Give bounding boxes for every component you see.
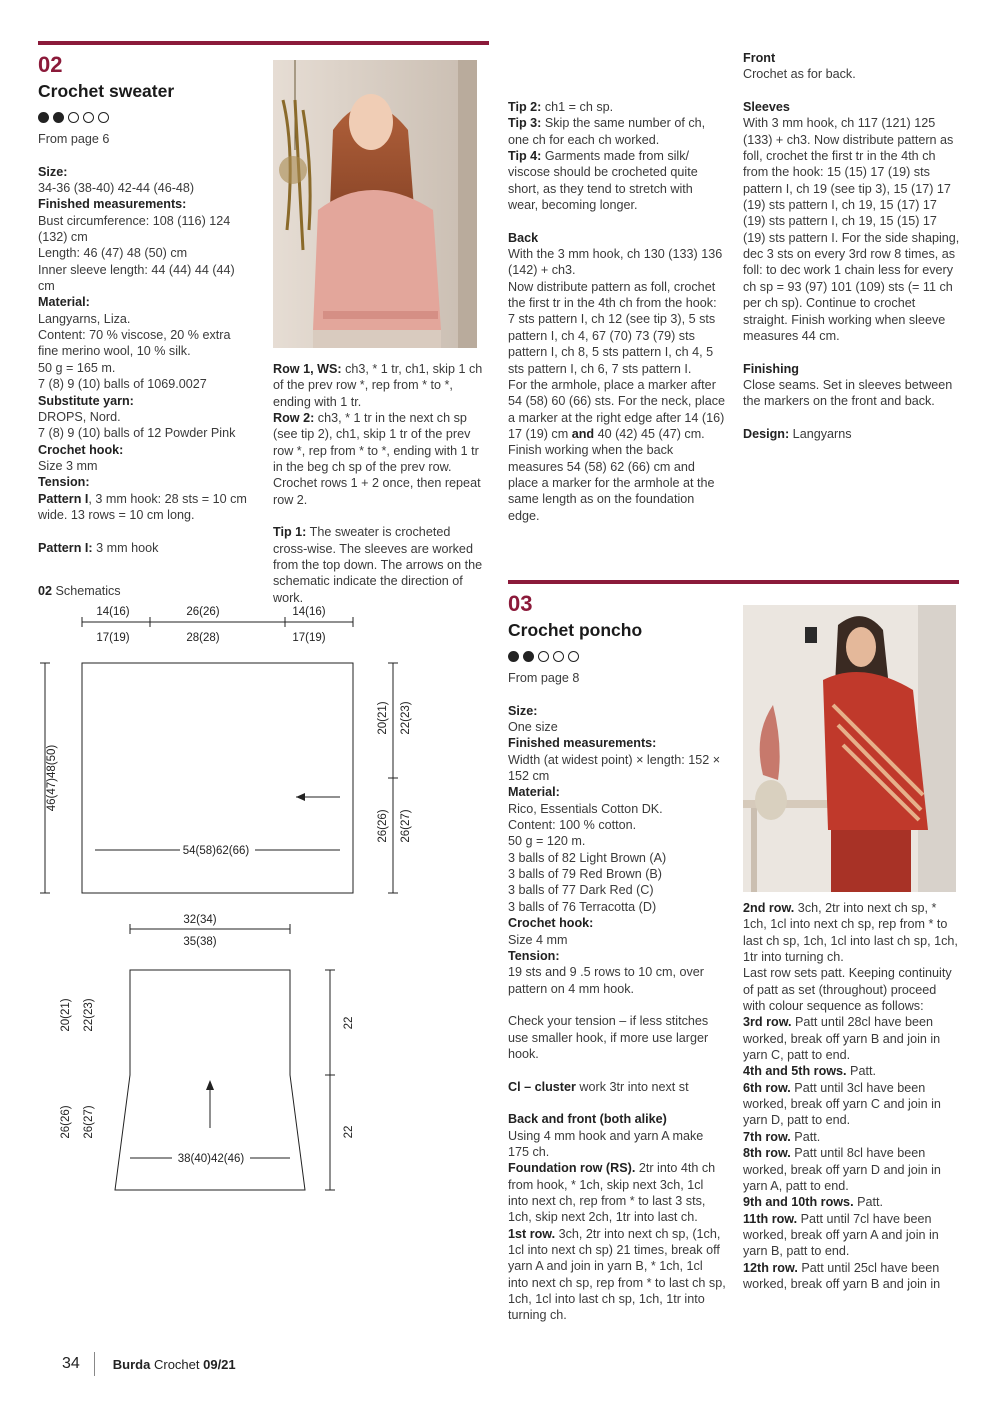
foundation-label: Foundation row (RS). [508, 1161, 636, 1176]
dim-sleeve-width: 38(40)42(46) [177, 1153, 245, 1165]
row-12 [743, 1260, 961, 1293]
tension-label: Tension: [508, 948, 560, 963]
tip3-text: Skip the same number of ch, one ch for each ch worked. [508, 116, 706, 147]
back-finish: 40 (42) 45 (47) cm. Finish working when the back measures 54 (58) 62 (66) cm and place a marker for the armhole at the same length as on the foundation edge. [508, 426, 715, 523]
dim-sleeve-right-top: 22 [343, 1016, 355, 1030]
hook-value: Size 3 mm [38, 458, 98, 473]
row-1 [508, 1226, 726, 1324]
row-11 [743, 1211, 961, 1260]
material-text: Content: 70 % viscose, 20 % extra fine merino wool, 10 % silk. [38, 328, 231, 359]
row-8-label: 8th row. [743, 1146, 791, 1161]
material-text: 3 balls of 82 Light Brown (A) [508, 850, 667, 865]
dim-right-a-bot: 26(26) [377, 809, 389, 843]
row-1-text: 3ch, 2tr into next ch sp, (1ch, 1cl into next ch sp) 21 times, break off yarn A and join in yarn B, * 1ch, 1cl into next ch sp, rep from * to last ch sp, 1ch, 1cl into last ch sp, 1ch, 1tr into turning ch. [508, 1226, 726, 1323]
finished-label: Finished measurements: [508, 736, 657, 751]
row-7 [743, 1129, 961, 1145]
hook-label: Crochet hook: [38, 442, 124, 457]
row-12-label: 12th row. [743, 1260, 798, 1275]
schematics-number: 02 [38, 584, 53, 598]
pattern-i-text: 3 mm hook [92, 540, 159, 555]
column-3-poncho [508, 591, 726, 1324]
body-outline [82, 663, 353, 893]
schematics-diagram [0, 0, 500, 1230]
tension-bold: Pattern I [38, 491, 89, 506]
brand-mid: Crochet [150, 1356, 204, 1372]
tip3-paragraph [508, 115, 726, 148]
finished-text: Bust circumference: 108 (116) 124 (132) cm [38, 213, 231, 245]
column-3-content [508, 50, 726, 524]
section-rule-03 [508, 580, 959, 584]
dim-right-b-bot: 26(27) [400, 809, 412, 843]
design-credit [743, 426, 961, 442]
design-label: Design: [743, 426, 790, 441]
cluster-label: Cl – cluster [508, 1079, 576, 1094]
finished-text: Width (at widest point) × length: 152 × 152 cm [508, 752, 721, 784]
finishing-heading: Finishing [743, 361, 799, 376]
pattern-number: 03 [508, 591, 533, 616]
substitute-label: Substitute yarn: [38, 393, 134, 408]
foundation-text: 2tr into 4th ch from hook, * 1ch, skip next 3ch, 1cl into next ch, rep from * to last 3 sts, 1ch, skip next 2ch, 1tr into last ch. [508, 1161, 716, 1225]
tension-label: Tension: [38, 475, 90, 490]
tip2-label: Tip 2: [508, 100, 542, 114]
dim-top-left: 14(16) [96, 606, 130, 618]
sleeves-heading: Sleeves [743, 100, 790, 115]
tension-text: 19 sts and 9 .5 rows to 10 cm, over pattern on 4 mm hook. [508, 965, 704, 996]
schematics-text: Schematics [52, 584, 121, 598]
back-text: Now distribute pattern as foll, crochet the first tr in the 4th ch from the hook: 7 sts pattern I, ch 12 (see tip 3), 5 sts pattern I, ch 4, 67 (70) 73 (79) sts pattern I, ch 8, 5 sts pattern I, ch 4, 5 sts pattern I, ch 6, 7 sts pattern I. [508, 279, 717, 376]
row-8-text: Patt until 8cl have been worked, break off yarn D and join in yarn A, patt to end. [743, 1146, 941, 1193]
dim-sleeve-right-bot: 22 [343, 1125, 355, 1139]
back-front-text: Using 4 mm hook and yarn A make 175 ch. [508, 1128, 704, 1159]
dim-sleeve-left-a-bot: 26(26) [60, 1105, 72, 1139]
from-page: From page 6 [38, 132, 110, 146]
dim-top-mid: 26(26) [186, 606, 220, 618]
tip1-label: Tip 1: [273, 525, 307, 540]
hook-value: Size 4 mm [508, 932, 568, 947]
finishing-text: Close seams. Set in sleeves between the markers on the front and back. [743, 377, 953, 409]
sleeves-text: With 3 mm hook, ch 117 (121) 125 (133) + ch3. Now distribute pattern as foll, crochet the first tr in the 4th ch from the hook: 15 (15) 17 (19) sts pattern I, ch 19 (see tip 3), 15 (17) 17 (19) sts pattern I, ch 19, 15 (17) 17 (19) sts pattern I, ch 19, 15 (15) 17 (19) sts pattern I. For the side shaping, dec 3 sts on every 3rd row 8 times, as foll: to dec work 1 chain less for every ch sp = 93 (97) 101 (109) sts (= 11 ch per ch sp). Continue to crochet straight. Finish working when sleeve measures 44 cm. [743, 116, 960, 343]
dim-top-right: 14(16) [292, 606, 326, 618]
dim-body-height: 46(47)48(50) [46, 744, 58, 812]
material-label: Material: [508, 785, 560, 800]
row-6 [743, 1080, 961, 1129]
pattern-i-label: Pattern I: [38, 540, 93, 555]
row-4-5-label: 4th and 5th rows. [743, 1064, 847, 1079]
tip4-text: Garments made from silk/ viscose should be crocheted quite short, as they tend to stretch with wear, becoming longer. [508, 149, 698, 213]
material-text: Rico, Essentials Cotton DK. [508, 801, 663, 816]
page-number: 34 [62, 1355, 80, 1372]
last-row-note: Last row sets patt. Keeping continuity of patt as set (throughout) proceed with colour sequence as follows: [743, 966, 952, 1014]
dim-top2-right: 17(19) [292, 632, 326, 644]
material-text: Langyarns, Liza. [38, 311, 131, 326]
material-text: 7 (8) 9 (10) balls of 1069.0027 [38, 377, 207, 392]
row2-label: Row 2: [273, 411, 315, 426]
row-6-label: 6th row. [743, 1080, 791, 1095]
material-text: 3 balls of 79 Red Brown (B) [508, 867, 662, 882]
tension-check: Check your tension – if less stitches use smaller hook, if more use larger hook. [508, 1014, 709, 1061]
difficulty-rating [508, 651, 726, 662]
difficulty-dot-empty [538, 651, 549, 662]
row1-label: Row 1, WS: [273, 362, 342, 376]
row-7-text: Patt. [790, 1129, 821, 1144]
back-text [508, 377, 726, 524]
row-1-label: 1st row. [508, 1226, 556, 1241]
difficulty-dot-empty [568, 651, 579, 662]
material-text: 3 balls of 77 Dark Red (C) [508, 883, 654, 898]
material-label: Material: [38, 295, 90, 310]
poncho-photo-image [743, 605, 956, 892]
dim-sleeve-top1: 32(34) [183, 914, 217, 926]
dim-sleeve-left-b-bot: 26(27) [83, 1105, 95, 1139]
dim-right-a-top: 20(21) [377, 701, 389, 735]
tip3-label: Tip 3: [508, 116, 542, 131]
substitute-text: 7 (8) 9 (10) balls of 12 Powder Pink [38, 426, 236, 441]
back-text: With the 3 mm hook, ch 130 (133) 136 (142) + ch3. [508, 247, 723, 278]
size-label: Size: [38, 164, 68, 179]
back-armhole: For the armhole, place a marker after 54 (58) 60 (66) sts. For the neck, place a marker at the right edge after 14 (16) 17 (19) cm [508, 377, 725, 441]
brand-bold: Burda [112, 1356, 151, 1372]
row-4-5 [743, 1063, 961, 1079]
row-3 [743, 1014, 961, 1063]
substitute-text: DROPS, Nord. [38, 409, 121, 424]
issue-number: 09/21 [203, 1356, 236, 1372]
row-3-text: Patt until 28cl have been worked, break off yarn B and join in yarn C, patt to end. [743, 1015, 941, 1063]
tip2-paragraph [508, 99, 726, 115]
dim-right-b-top: 22(23) [400, 701, 412, 735]
difficulty-dot-filled [523, 651, 534, 662]
finished-label: Finished measurements: [38, 197, 187, 212]
difficulty-dot-filled [508, 651, 519, 662]
row-9-10-label: 9th and 10th rows. [743, 1195, 854, 1210]
from-page: From page 8 [508, 671, 580, 685]
tip1-text: The sweater is crocheted cross-wise. The sleeves are worked from the top down. The arrows on the schematic indicate the direction of work. [273, 525, 483, 605]
magazine-name [113, 1357, 236, 1372]
size-label: Size: [508, 703, 538, 718]
material-text: 50 g = 165 m. [38, 360, 116, 375]
poncho-photo [743, 605, 956, 892]
difficulty-dot-empty [553, 651, 564, 662]
cluster-definition [508, 1079, 726, 1095]
row-2-text: 3ch, 2tr into next ch sp, * 1ch, 1cl into next ch sp, rep from * to last ch sp, 1ch, 1cl into last ch sp, 1ch, 1tr into turning ch. [743, 901, 958, 965]
dim-top2-left: 17(19) [96, 632, 130, 644]
tip4-label: Tip 4: [508, 149, 542, 164]
footer-divider [94, 1352, 95, 1376]
dim-sleeve-top2: 35(38) [183, 936, 217, 948]
pattern-number: 02 [38, 52, 63, 77]
cluster-text: work 3tr into next st [575, 1079, 689, 1094]
size-value: 34-36 (38-40) 42-44 (46-48) [38, 181, 195, 196]
column-4-poncho [743, 900, 961, 1292]
row-9-10-text: Patt. [853, 1195, 883, 1210]
page-footer [62, 1352, 236, 1376]
row-8 [743, 1145, 961, 1194]
material-text: Content: 100 % cotton. [508, 818, 637, 833]
row-9-10 [743, 1194, 961, 1210]
back-and: and [571, 426, 595, 441]
row-6-text: Patt until 3cl have been worked, break off yarn C and join in yarn D, patt to end. [743, 1080, 941, 1128]
pattern-title: Crochet poncho [508, 620, 643, 640]
tension-rest: , 3 mm hook: 28 sts = 10 cm wide. 13 rows = 10 cm long. [38, 491, 247, 522]
row-11-label: 11th row. [743, 1211, 798, 1226]
dim-sleeve-left-a-top: 20(21) [60, 998, 72, 1032]
size-value: One size [508, 720, 558, 735]
row-11-text: Patt until 7cl have been worked, break off yarn A and join in yarn B, patt to end. [743, 1211, 939, 1259]
column-4 [743, 50, 961, 442]
material-text: 50 g = 120 m. [508, 834, 586, 849]
tip2-text: ch1 = ch sp. [541, 100, 614, 114]
material-text: 3 balls of 76 Terracotta (D) [508, 899, 657, 914]
dim-sleeve-left-b-top: 22(23) [83, 998, 95, 1032]
tip4-paragraph [508, 148, 726, 213]
front-heading: Front [743, 51, 776, 65]
front-text: Crochet as for back. [743, 67, 856, 82]
finished-text: Inner sleeve length: 44 (44) 44 (44) cm [38, 262, 235, 294]
row-12-text: Patt until 25cl have been worked, break off yarn B and join in [743, 1260, 941, 1291]
back-front-heading: Back and front (both alike) [508, 1112, 667, 1127]
hook-label: Crochet hook: [508, 916, 594, 931]
dim-body-width: 54(58)62(66) [182, 845, 250, 857]
row-2-label: 2nd row. [743, 901, 795, 915]
dim-top2-mid: 28(28) [186, 632, 220, 644]
row2-text: ch3, * 1 tr in the next ch sp (see tip 2), ch1, skip 1 tr of the prev row *, rep from * to *, ending with 1 tr in the beg ch sp of the prev row. Crochet rows 1 + 2 once, then repeat row 2. [273, 411, 481, 507]
back-heading: Back [508, 230, 539, 245]
row-4-5-text: Patt. [846, 1064, 876, 1079]
pattern-title: Crochet sweater [38, 81, 175, 101]
row-7-label: 7th row. [743, 1129, 791, 1144]
row-2 [743, 900, 961, 965]
finished-text: Length: 46 (47) 48 (50) cm [38, 246, 188, 261]
row1-text: ch3, * 1 tr, ch1, skip 1 ch of the prev row *, rep from * to *, ending with 1 tr. [273, 362, 483, 409]
row-3-label: 3rd row. [743, 1015, 792, 1030]
design-text: Langyarns [789, 426, 852, 441]
foundation-row [508, 1160, 726, 1225]
